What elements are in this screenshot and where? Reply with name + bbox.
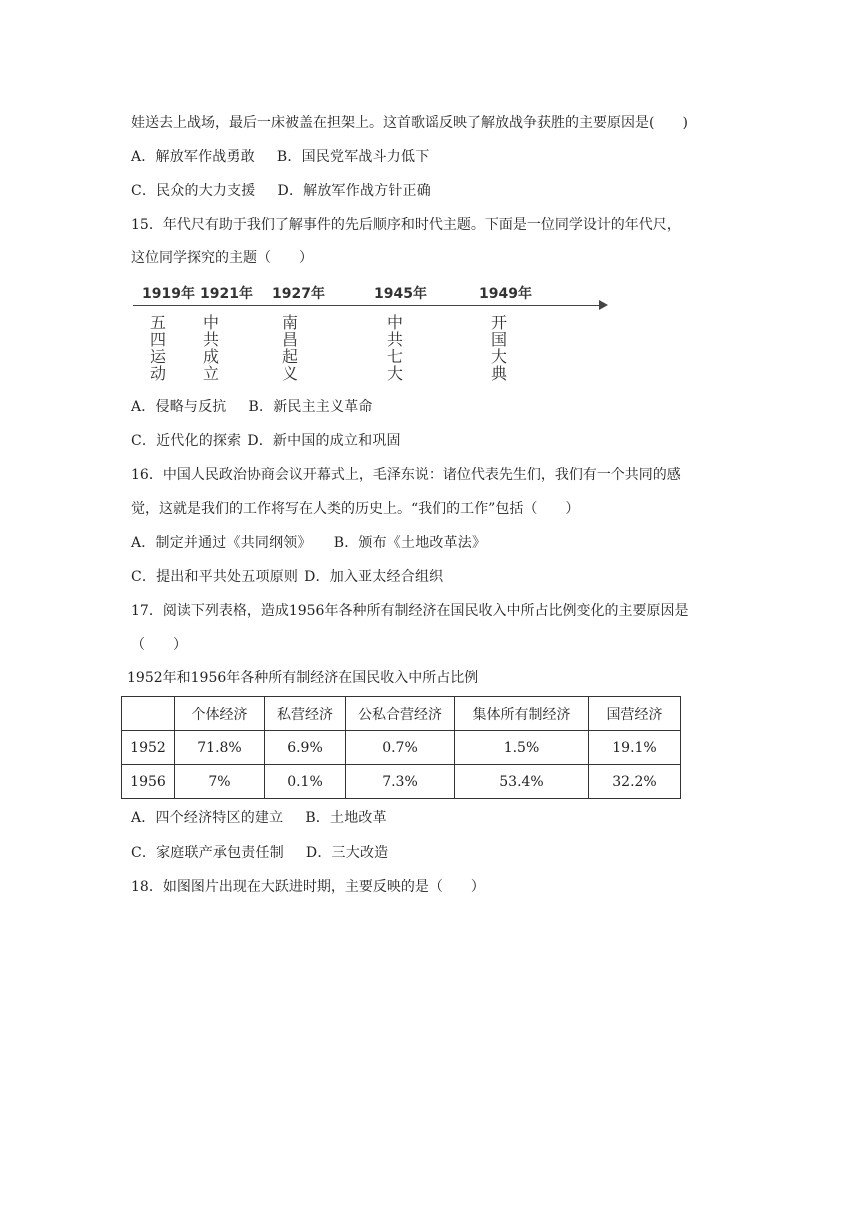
table-header-cell: 集体所有制经济 (455, 697, 589, 731)
table-cell: 6.9% (265, 731, 346, 765)
table-header-cell (122, 697, 175, 731)
table-cell: 7% (175, 765, 265, 799)
table-cell: 53.4% (455, 765, 589, 799)
question-14-stem-end: 娃送去上战场，最后一床被盖在担架上。这首歌谣反映了解放战争获胜的主要原因是( ) (131, 115, 688, 131)
table-cell: 19.1% (589, 731, 681, 765)
timeline-year: 1945年 (374, 286, 427, 302)
question-17-options-cd (131, 843, 388, 863)
table-header-cell: 私营经济 (265, 697, 346, 731)
table-caption: 1952年和1956年各种所有制经济在国民收入中所占比例 (127, 670, 479, 686)
question-15-stem-2: 这位同学探究的主题（ ） (131, 250, 313, 266)
question-14-options-cd (131, 181, 431, 201)
timeline-event: 中共成立 (202, 313, 219, 383)
timeline-axis (133, 305, 603, 306)
question-15-stem-1: 15．年代尺有助于我们了解事件的先后顺序和时代主题。下面是一位同学设计的年代尺， (131, 217, 681, 233)
table-header-cell: 国营经济 (589, 697, 681, 731)
table-cell: 71.8% (175, 731, 265, 765)
table-row (122, 765, 681, 799)
option-b[interactable]: B．国民党军战斗力低下 (276, 149, 430, 165)
question-15-options-cd (131, 431, 401, 451)
option-a[interactable]: A．侵略与反抗 (131, 399, 227, 415)
option-c[interactable]: C．家庭联产承包责任制 (131, 845, 284, 861)
option-a[interactable]: A．制定并通过《共同纲领》 (131, 535, 312, 551)
option-c[interactable]: C．近代化的探索 (131, 433, 242, 449)
table-cell: 7.3% (346, 765, 455, 799)
option-b[interactable]: B．新民主主义革命 (248, 399, 373, 415)
table-cell: 1952 (122, 731, 175, 765)
timeline-year: 1919年 (142, 286, 195, 302)
option-d[interactable]: D．解放军作战方针正确 (277, 183, 431, 199)
option-a[interactable]: A．解放军作战勇敢 (131, 149, 255, 165)
option-c[interactable]: C．提出和平共处五项原则 (131, 569, 299, 585)
timeline-event: 五四运动 (149, 313, 166, 383)
table-cell: 0.7% (346, 731, 455, 765)
timeline-ruler (131, 280, 616, 385)
timeline-event: 南昌起义 (281, 313, 298, 383)
table-header-row (122, 697, 681, 731)
option-d[interactable]: D．新中国的成立和巩固 (247, 433, 401, 449)
question-16-options-ab (131, 533, 486, 553)
question-17-stem-2: （ ） (131, 637, 187, 653)
option-b[interactable]: B．土地改革 (305, 810, 387, 826)
table-header-cell: 个体经济 (175, 697, 265, 731)
question-17-stem-1: 17．阅读下列表格，造成1956年各种所有制经济在国民收入中所占比例变化的主要原因是 (131, 603, 689, 619)
option-c[interactable]: C．民众的大力支援 (131, 183, 256, 199)
option-d[interactable]: D．三大改造 (305, 845, 389, 861)
timeline-event: 开国大典 (490, 313, 507, 383)
table-header-cell: 公私合营经济 (346, 697, 455, 731)
table-row (122, 731, 681, 765)
table-cell: 1956 (122, 765, 175, 799)
option-a[interactable]: A．四个经济特区的建立 (131, 810, 284, 826)
question-18-stem: 18．如图图片出现在大跃进时期，主要反映的是（ ） (131, 879, 485, 895)
option-b[interactable]: B．颁布《土地改革法》 (333, 535, 487, 551)
timeline-year: 1949年 (479, 286, 532, 302)
table-cell: 1.5% (455, 731, 589, 765)
economy-share-table (121, 696, 681, 799)
question-14-options-ab (131, 147, 429, 167)
timeline-arrow-icon (599, 300, 608, 310)
question-16-options-cd (131, 567, 443, 587)
timeline-event: 中共七大 (386, 313, 403, 383)
timeline-year: 1921年 (200, 286, 253, 302)
timeline-year: 1927年 (272, 286, 325, 302)
question-16-stem-2: 觉，这就是我们的工作将写在人类的历史上。“我们的工作”包括（ ） (131, 501, 580, 517)
table-cell: 32.2% (589, 765, 681, 799)
question-15-options-ab (131, 397, 373, 417)
question-16-stem-1: 16．中国人民政治协商会议开幕式上，毛泽东说：诸位代表先生们，我们有一个共同的感 (131, 467, 681, 483)
question-17-options-ab (131, 808, 387, 828)
table-cell: 0.1% (265, 765, 346, 799)
option-d[interactable]: D．加入亚太经合组织 (304, 569, 444, 585)
